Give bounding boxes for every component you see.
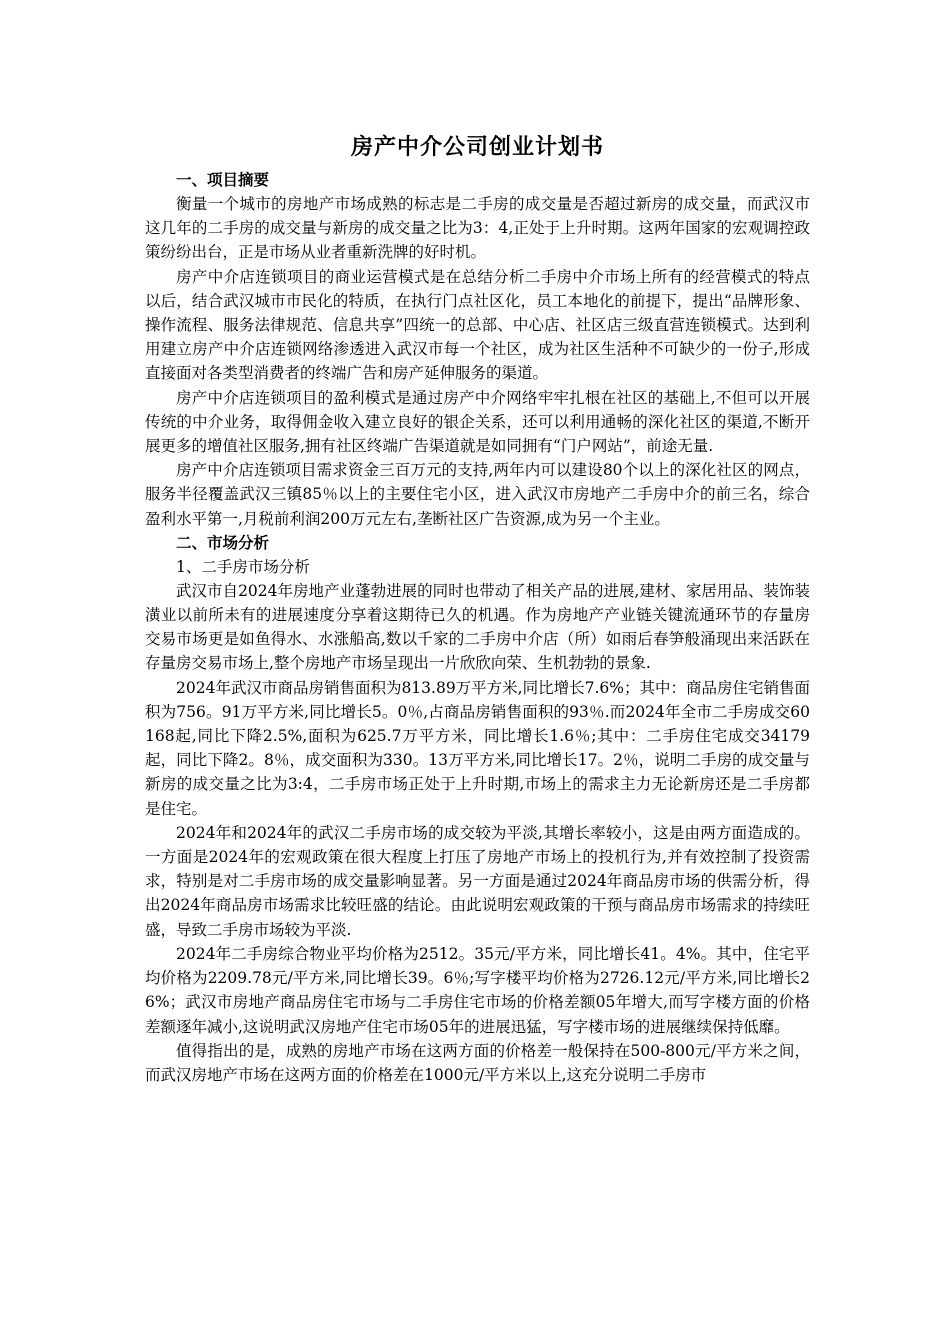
subsection-heading-secondhand: 1、二手房市场分析: [176, 557, 310, 576]
paragraph: 2024年二手房综合物业平均价格为2512。35元/平方米，同比增长41。4%。其中，住宅平均价格为2209.78元/平方米,同比增长39。6％;写字楼平均价格为2726.12元/平方米,同比增长26%；武汉市房地产商品房住宅市场与二手房住宅市场的价格差额05年增大,而写字楼方面的价格差额逐年减小,这说明武汉房地产住宅市场05年的进展迅猛，写字楼市场的进展继续保持低靡。: [145, 944, 810, 1036]
document-page: [145, 130, 810, 1087]
document-title: 房产中介公司创业计划书: [350, 134, 604, 160]
paragraph: 2024年和2024年的武汉二手房市场的成交较为平淡,其增长率较小，这是由两方面造成的。一方面是2024年的宏观政策在很大程度上打压了房地产市场上的投机行为,并有效控制了投资需求，特别是对二手房市场的成交量影响显著。另一方面是通过2024年商品房市场的供需分析，得出2024年商品房市场需求比较旺盛的结论。由此说明宏观政策的干预与商品房市场需求的持续旺盛，导致二手房市场较为平淡.: [145, 823, 810, 939]
paragraph: 房产中介店连锁项目需求资金三百万元的支持,两年内可以建设80个以上的深化社区的网点，服务半径覆盖武汉三镇85％以上的主要住宅小区，进入武汉市房地产二手房中介的前三名，综合盈利水平第一,月税前利润200万元左右,垄断社区广告资源,成为另一个主业。: [145, 461, 810, 528]
paragraph: 衡量一个城市的房地产市场成熟的标志是二手房的成交量是否超过新房的成交量，而武汉市这几年的二手房的成交量与新房的成交量之比为3：4,正处于上升时期。这两年国家的宏观调控政策纷纷出台，正是市场从业者重新洗牌的好时机。: [145, 195, 810, 262]
paragraph: 房产中介店连锁项目的盈利模式是通过房产中介网络牢牢扎根在社区的基础上,不但可以开展传统的中介业务，取得佣金收入建立良好的银企关系，还可以利用通畅的深化社区的渠道,不断开展更多的增值社区服务,拥有社区终端广告渠道就是如同拥有“门户网站”，前途无量.: [145, 388, 810, 456]
paragraph: 房产中介店连锁项目的商业运营模式是在总结分析二手房中介市场上所有的经营模式的特点以后，结合武汉城市市民化的特质，在执行门点社区化，员工本地化的前提下，提出“品牌形象、操作流程、服务法律规范、信息共享”四统一的总部、中心店、社区店三级直营连锁模式。达到利用建立房产中介店连锁网络渗透进入武汉市每一个社区，成为社区生活种不可缺少的一份子,形成直接面对各类型消费者的终端广告和房产延伸服务的渠道。: [145, 267, 810, 383]
paragraph: 2024年武汉市商品房销售面积为813.89万平方米,同比增长7.6%；其中：商品房住宅销售面积为756。91万平方米,同比增长5。0％,占商品房销售面积的93％.而2024年全市二手房成交60168起,同比下降2.5%,面积为625.7万平方米，同比增长1.6％;其中：二手房住宅成交34179起，同比下降2。8％，成交面积为330。13万平方米,同比增长17。2％，说明二手房的成交量与新房的成交量之比为3:4，二手房市场正处于上升时期,市场上的需求主力无论新房还是二手房都是住宅。: [145, 678, 810, 818]
section-heading-market: 二、市场分析: [176, 532, 270, 552]
paragraph: 武汉市自2024年房地产业蓬勃进展的同时也带动了相关产品的进展,建材、家居用品、装饰装潢业以前所未有的进展速度分享着这期待已久的机遇。作为房地产产业链关键流通环节的存量房交易市场更是如鱼得水、水涨船高,数以千家的二手房中介店（所）如雨后春笋般涌现出来活跃在存量房交易市场上,整个房地产市场呈现出一片欣欣向荣、生机勃勃的景象.: [145, 581, 810, 673]
section-heading-summary: 一、项目摘要: [176, 170, 270, 189]
paragraph: 值得指出的是，成熟的房地产市场在这两方面的价格差一般保持在500-800元/平方米之间，而武汉房地产市场在这两方面的价格差在1000元/平方米以上,这充分说明二手房市: [145, 1041, 810, 1084]
